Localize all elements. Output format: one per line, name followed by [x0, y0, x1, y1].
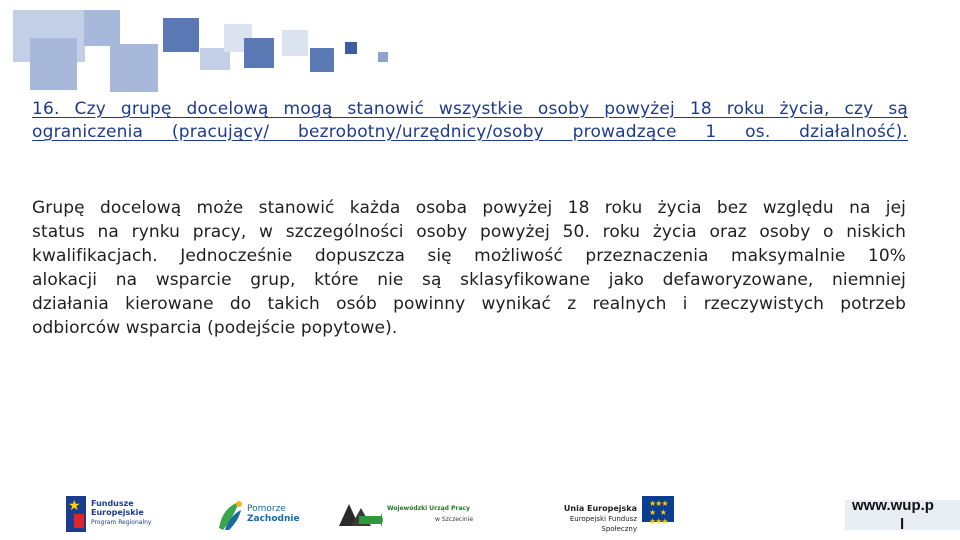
pomorze-line1: Pomorze — [247, 504, 286, 514]
pomorze-zachodnie-logo — [215, 496, 300, 532]
question-line: 16. Czy grupę docelową mogą stanowić wszystkie osoby powyżej 18 roku życia, czy są — [32, 99, 908, 119]
answer-line: kwalifikacjach. Jednocześnie dopuszcza się możliwość przeznaczenia maksymalnie 10% — [32, 246, 906, 266]
fundusze-europejskie-logo — [66, 496, 166, 532]
answer-line: Grupę docelową może stanowić każda osoba powyżej 18 roku życia bez względu na jej — [32, 198, 906, 218]
ue-line2: Europejski Fundusz Społeczny — [569, 515, 637, 533]
unia-europejska-logo — [537, 496, 677, 532]
wup-line1: Wojewódzki Urząd Pracy — [387, 505, 470, 512]
logo-strip — [0, 490, 960, 540]
answer-line: alokacji na wsparcie grup, które nie są sklasyfikowane jako defaworyzowane, niemniej — [32, 270, 906, 290]
wup-line2: w Szczecinie — [435, 516, 474, 523]
eu-flag-icon: ★★★ ★ ★ ★★★ — [642, 496, 674, 522]
fe-line3: Program Regionalny — [91, 519, 152, 526]
website-url-tail[interactable]: l — [900, 516, 905, 533]
website-url[interactable]: www.wup.p — [852, 497, 934, 514]
answer-line: odbiorców wsparcia (podejście popytowe). — [32, 318, 398, 338]
answer-line: działania kierowane do takich osób powinny wynikać z realnych i rzeczywistych potrzeb — [32, 294, 906, 314]
fe-flag-icon: ★ — [66, 496, 86, 532]
answer-line: status na rynku pracy, w szczególności osoby powyżej 50. roku życia oraz osoby o niskich — [32, 222, 906, 242]
wup-building-icon — [337, 498, 383, 530]
faq-question — [32, 98, 908, 144]
fe-line2: Europejskie — [91, 508, 144, 517]
wup-logo — [337, 496, 487, 532]
question-line: ograniczenia (pracujący/ bezrobotny/urzędnicy/osoby prowadzące 1 os. działalność). — [32, 122, 908, 142]
ue-line1: Unia Europejska — [563, 504, 637, 513]
pomorze-line2: Zachodnie — [247, 514, 300, 524]
fe-line1: Fundusze — [91, 499, 134, 508]
pomorze-leaf-icon — [215, 498, 245, 532]
faq-answer — [32, 196, 906, 340]
